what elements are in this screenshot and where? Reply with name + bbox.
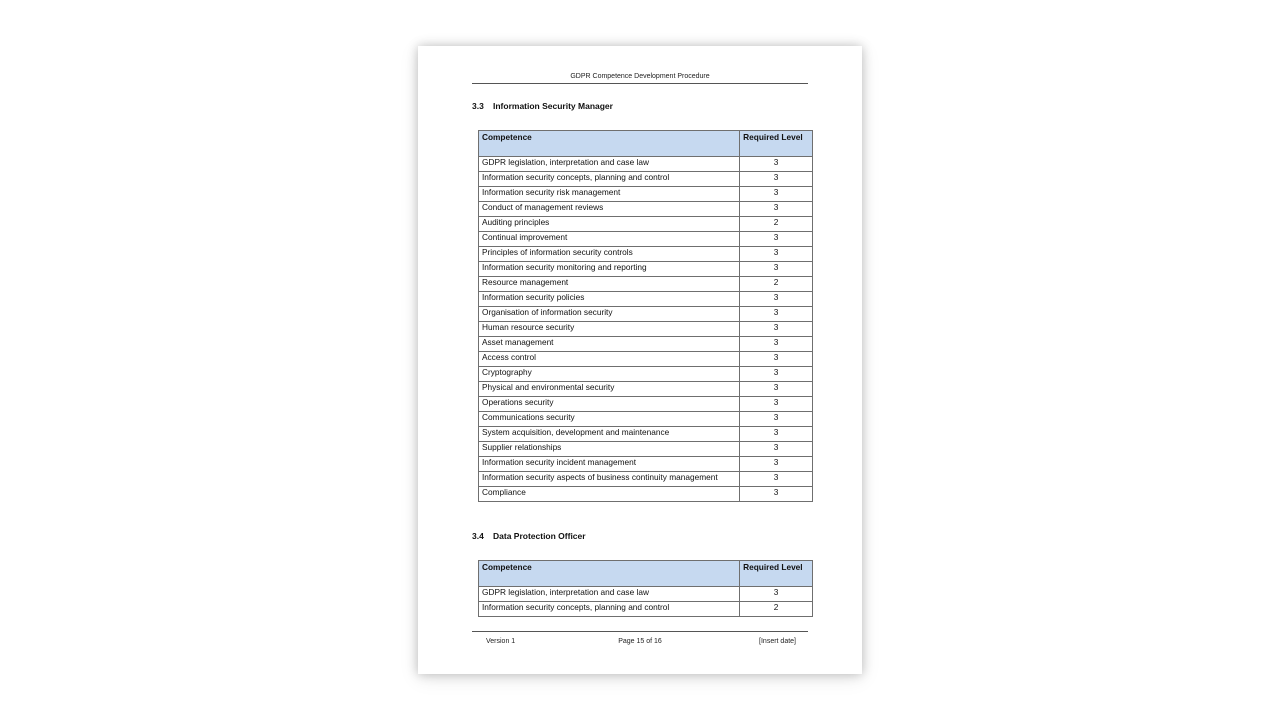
required-level-cell: 3	[740, 472, 813, 487]
table-row	[479, 172, 813, 187]
table-row	[479, 412, 813, 427]
required-level-cell: 3	[740, 457, 813, 472]
competence-cell: System acquisition, development and maintenance	[479, 427, 740, 442]
required-level-cell: 3	[740, 337, 813, 352]
column-header-required-level: Required Level	[740, 561, 813, 587]
column-header-competence: Competence	[479, 561, 740, 587]
competence-cell: Continual improvement	[479, 232, 740, 247]
section-number: 3.3	[472, 101, 484, 111]
competence-cell: Operations security	[479, 397, 740, 412]
column-header-competence: Competence	[479, 131, 740, 157]
required-level-cell: 3	[740, 487, 813, 502]
table-row	[479, 487, 813, 502]
table-row	[479, 157, 813, 172]
table-header-row	[479, 561, 813, 587]
table-row	[479, 202, 813, 217]
competence-cell: Physical and environmental security	[479, 382, 740, 397]
required-level-cell: 3	[740, 307, 813, 322]
required-level-cell: 3	[740, 442, 813, 457]
competence-cell: GDPR legislation, interpretation and case law	[479, 157, 740, 172]
table-row	[479, 382, 813, 397]
required-level-cell: 2	[740, 277, 813, 292]
table-row	[479, 277, 813, 292]
page-footer	[472, 631, 808, 646]
competence-cell: Communications security	[479, 412, 740, 427]
required-level-cell: 3	[740, 262, 813, 277]
required-level-cell: 3	[740, 202, 813, 217]
table-header-row	[479, 131, 813, 157]
competence-cell: Information security risk management	[479, 187, 740, 202]
table-row	[479, 457, 813, 472]
table-row	[479, 352, 813, 367]
table-row	[479, 247, 813, 262]
competence-cell: Information security aspects of business continuity management	[479, 472, 740, 487]
required-level-cell: 3	[740, 187, 813, 202]
table-row	[479, 262, 813, 277]
table-row	[479, 232, 813, 247]
required-level-cell: 3	[740, 232, 813, 247]
competence-cell: Principles of information security controls	[479, 247, 740, 262]
required-level-cell: 3	[740, 157, 813, 172]
document-page	[418, 46, 862, 674]
table-row	[479, 442, 813, 457]
competence-cell: Resource management	[479, 277, 740, 292]
required-level-cell: 3	[740, 587, 813, 602]
required-level-cell: 3	[740, 322, 813, 337]
required-level-cell: 3	[740, 367, 813, 382]
competence-cell: Information security policies	[479, 292, 740, 307]
table-row	[479, 587, 813, 602]
page-header: GDPR Competence Development Procedure	[472, 72, 808, 84]
section-heading-3-3	[472, 101, 613, 111]
competence-cell: Compliance	[479, 487, 740, 502]
required-level-cell: 3	[740, 397, 813, 412]
table-row	[479, 472, 813, 487]
competence-cell: Information security monitoring and reporting	[479, 262, 740, 277]
table-row	[479, 397, 813, 412]
table-row	[479, 367, 813, 382]
table-row	[479, 427, 813, 442]
competence-cell: Cryptography	[479, 367, 740, 382]
footer-page-number: Page 15 of 16	[618, 638, 662, 645]
table-row	[479, 292, 813, 307]
required-level-cell: 3	[740, 247, 813, 262]
required-level-cell: 3	[740, 292, 813, 307]
required-level-cell: 2	[740, 602, 813, 617]
section-heading-3-4	[472, 531, 586, 541]
competence-cell: Information security concepts, planning and control	[479, 602, 740, 617]
table-row	[479, 602, 813, 617]
required-level-cell: 3	[740, 352, 813, 367]
competence-cell: Supplier relationships	[479, 442, 740, 457]
table-row	[479, 307, 813, 322]
competence-cell: Auditing principles	[479, 217, 740, 232]
competence-cell: Access control	[479, 352, 740, 367]
required-level-cell: 3	[740, 412, 813, 427]
competence-cell: GDPR legislation, interpretation and case law	[479, 587, 740, 602]
required-level-cell: 2	[740, 217, 813, 232]
table-row	[479, 217, 813, 232]
section-title: Data Protection Officer	[493, 531, 586, 541]
section-title: Information Security Manager	[493, 101, 613, 111]
table-row	[479, 187, 813, 202]
competence-cell: Conduct of management reviews	[479, 202, 740, 217]
competence-cell: Information security incident management	[479, 457, 740, 472]
competence-cell: Human resource security	[479, 322, 740, 337]
competence-cell: Asset management	[479, 337, 740, 352]
required-level-cell: 3	[740, 427, 813, 442]
section-number: 3.4	[472, 531, 484, 541]
competence-cell: Organisation of information security	[479, 307, 740, 322]
footer-version: Version 1	[486, 638, 516, 645]
column-header-required-level: Required Level	[740, 131, 813, 157]
required-level-cell: 3	[740, 382, 813, 397]
competence-cell: Information security concepts, planning and control	[479, 172, 740, 187]
table-row	[479, 322, 813, 337]
competence-table-isms	[478, 130, 813, 502]
footer-date: [Insert date]	[759, 638, 796, 645]
table-row	[479, 337, 813, 352]
required-level-cell: 3	[740, 172, 813, 187]
competence-table-dpo	[478, 560, 813, 617]
